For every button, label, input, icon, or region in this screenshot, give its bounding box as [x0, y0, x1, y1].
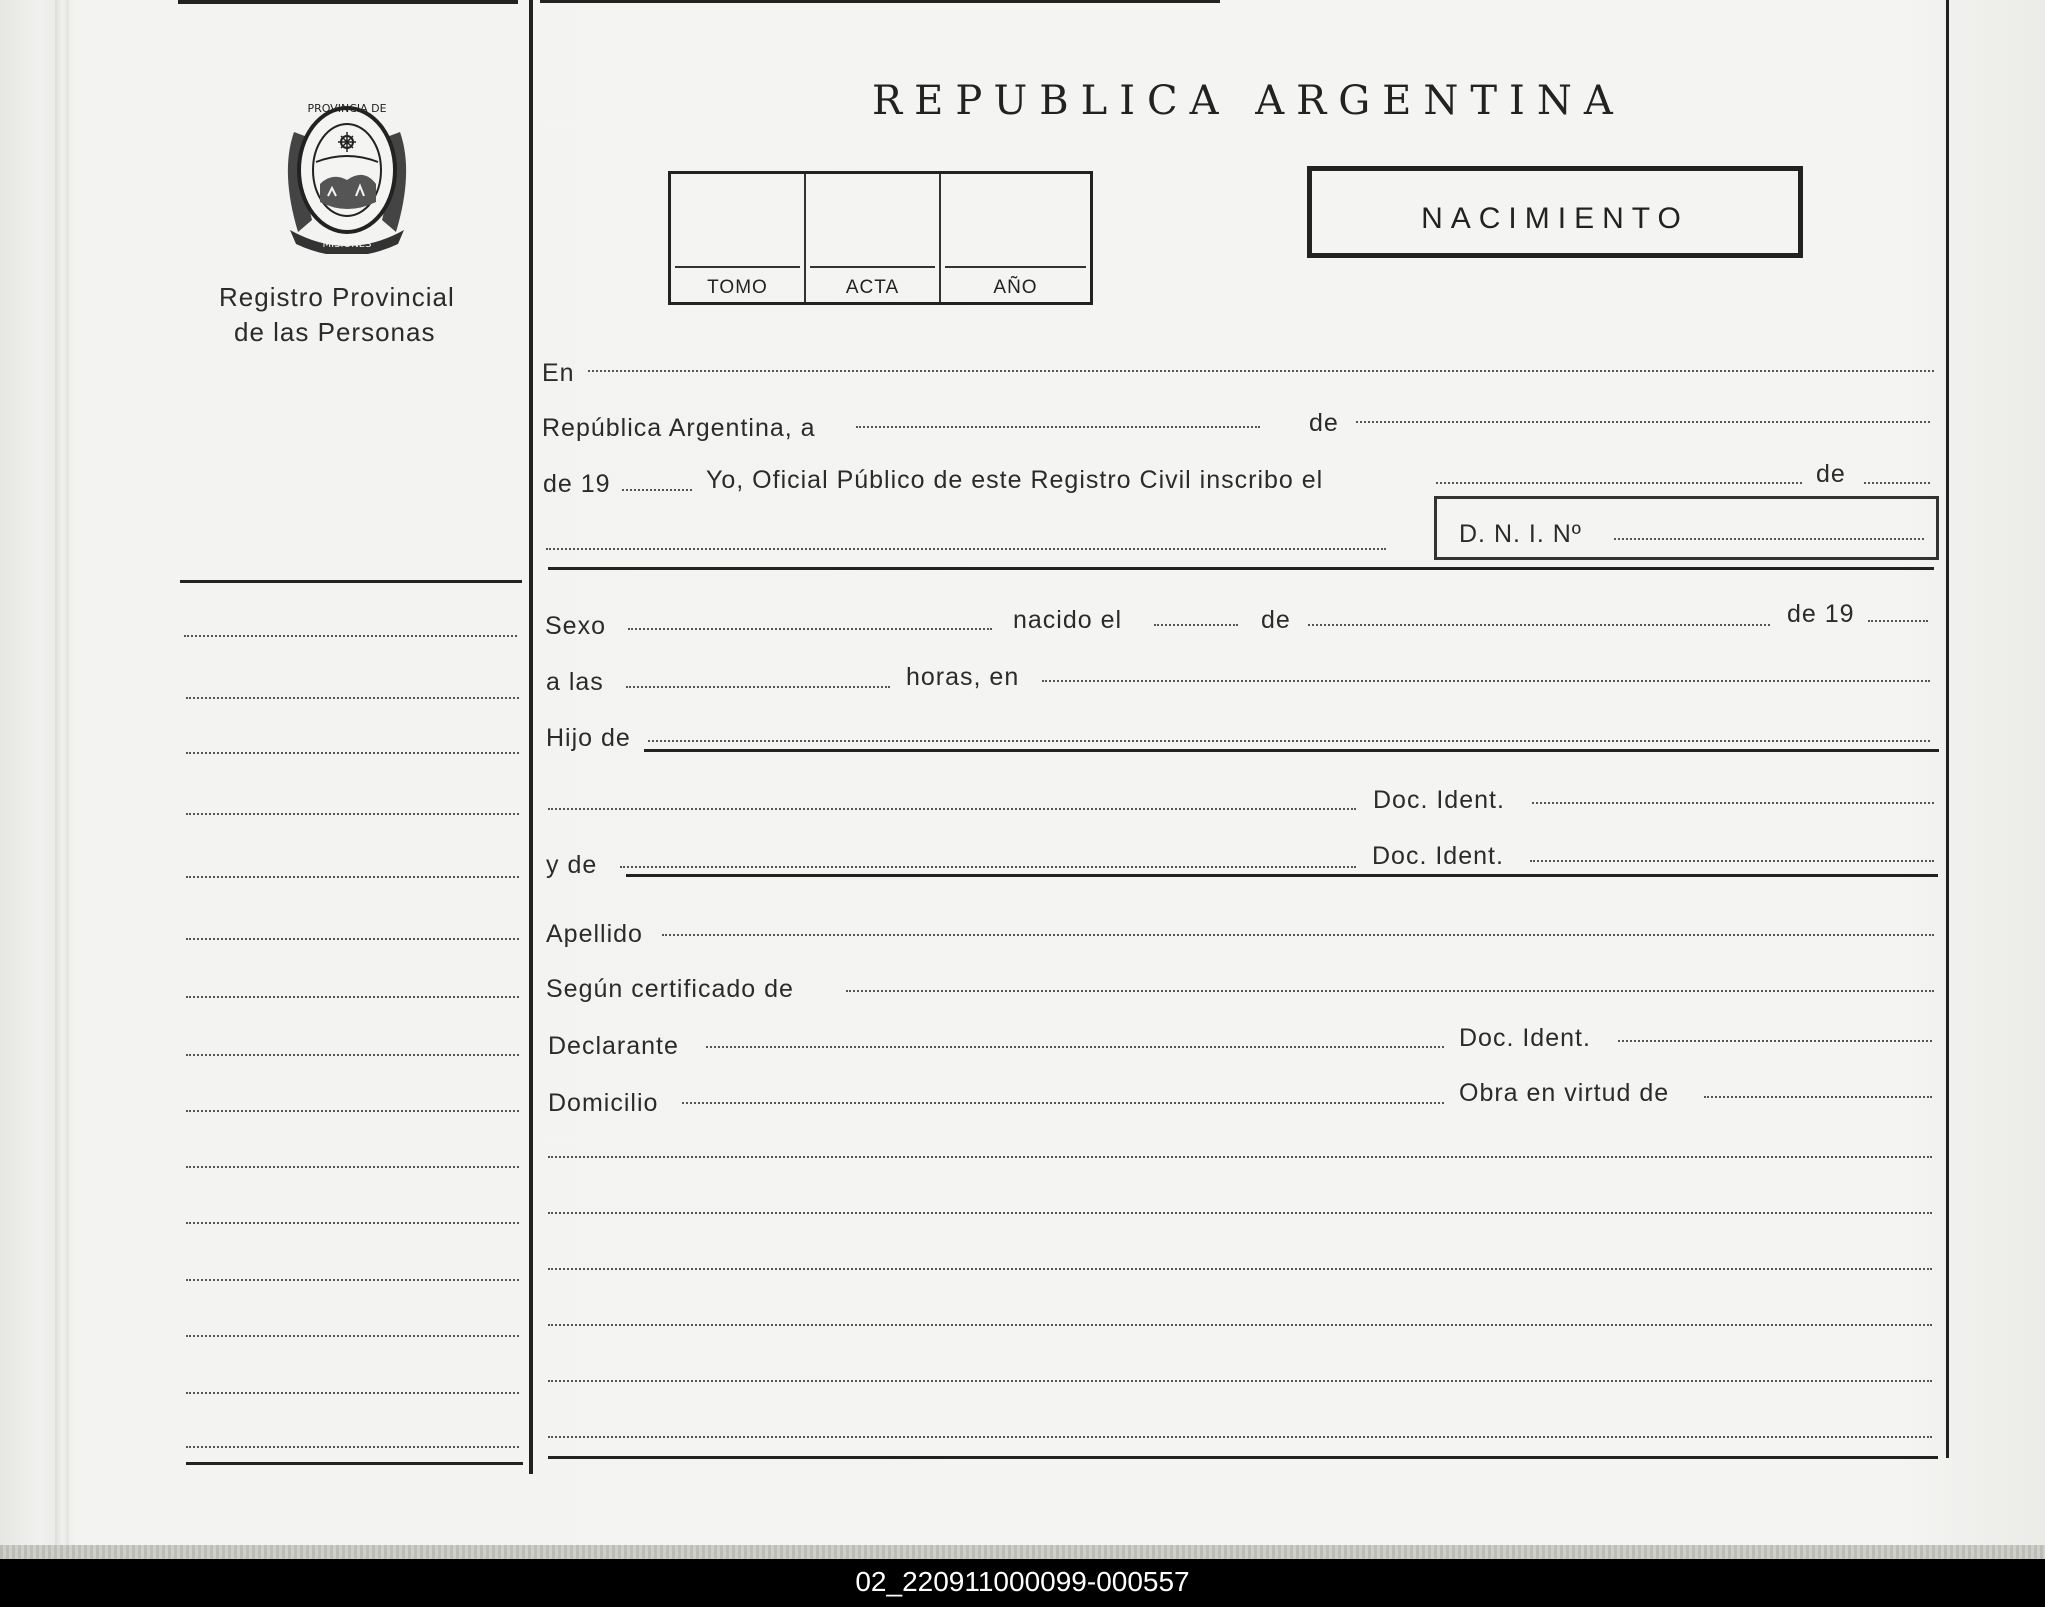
margin-note-line[interactable] [186, 697, 519, 699]
book-spine [55, 0, 69, 1548]
margin-note-line[interactable] [186, 996, 519, 998]
section-separator [548, 567, 1934, 570]
field-birth-year[interactable] [1868, 620, 1928, 622]
anio-cell [941, 174, 1090, 302]
label-domicilio: Domicilio [548, 1089, 659, 1117]
notes-line[interactable] [548, 1212, 1932, 1214]
label-apellido: Apellido [546, 920, 643, 948]
field-father[interactable] [648, 740, 1930, 742]
footer-bar [0, 1559, 2045, 1607]
tomo-cell [671, 174, 806, 302]
field-father-continued[interactable] [548, 808, 1356, 810]
label-doc-ident-1: Doc. Ident. [1373, 786, 1505, 814]
father-rule [644, 749, 1939, 752]
label-obra: Obra en virtud de [1459, 1079, 1670, 1107]
provincial-seal [272, 92, 422, 254]
margin-note-line[interactable] [186, 938, 519, 940]
page-title: REPUBLICA ARGENTINA [872, 78, 1625, 124]
field-inscribo[interactable] [1436, 482, 1802, 484]
document-type-box [1307, 166, 1803, 258]
margin-note-line[interactable] [184, 635, 517, 637]
notes-line[interactable] [548, 1324, 1932, 1326]
margin-note-line[interactable] [186, 1166, 519, 1168]
label-segun: Según certificado de [546, 975, 794, 1003]
tomo-label: TOMO [707, 277, 768, 298]
field-place[interactable] [1042, 680, 1930, 682]
label-a-las: a las [546, 668, 604, 696]
field-year-a[interactable] [622, 489, 692, 491]
field-inscribo-de[interactable] [1864, 482, 1930, 484]
label-horas-en: horas, en [906, 663, 1020, 691]
margin-note-line[interactable] [186, 813, 519, 815]
acta-cell [806, 174, 941, 302]
registry-name-line1: Registro Provincial [219, 282, 455, 312]
field-birth-day[interactable] [1154, 624, 1238, 626]
field-sexo[interactable] [628, 628, 992, 630]
label-doc-ident-3: Doc. Ident. [1459, 1024, 1591, 1052]
label-sexo: Sexo [545, 612, 606, 640]
field-day[interactable] [856, 426, 1260, 428]
margin-note-line[interactable] [186, 752, 519, 754]
book-cover-edge [0, 1545, 2045, 1559]
field-father-doc[interactable] [1532, 802, 1934, 804]
label-en: En [542, 359, 575, 387]
tome-record-box [668, 171, 1093, 305]
field-name-continued[interactable] [546, 548, 1386, 550]
margin-note-line[interactable] [186, 1222, 519, 1224]
left-column-rule [180, 580, 522, 583]
label-y-de: y de [546, 851, 598, 879]
field-declarante-doc[interactable] [1618, 1040, 1932, 1042]
label-nacido-el: nacido el [1013, 606, 1123, 634]
notes-line[interactable] [548, 1436, 1932, 1438]
field-hour[interactable] [626, 686, 890, 688]
seal-top-text: PROVINCIA DE [307, 102, 387, 115]
field-certificado[interactable] [846, 990, 1934, 992]
anio-label: AÑO [993, 277, 1038, 298]
field-month[interactable] [1356, 421, 1930, 423]
field-mother-doc[interactable] [1530, 860, 1934, 862]
seal-bottom-text: MISIONES [322, 239, 372, 250]
label-yo-oficial: Yo, Oficial Público de este Registro Civil inscribo el [706, 466, 1324, 494]
field-apellido[interactable] [662, 934, 1934, 936]
field-en[interactable] [588, 370, 1934, 372]
right-border [1946, 0, 1949, 1458]
label-republica: República Argentina, a [542, 414, 816, 442]
label-doc-ident-2: Doc. Ident. [1372, 842, 1504, 870]
image-id-label: 02_220911000099-000557 [855, 1566, 1190, 1597]
notes-line[interactable] [548, 1380, 1932, 1382]
field-dni[interactable] [1614, 538, 1924, 540]
label-declarante: Declarante [548, 1032, 679, 1060]
margin-note-line[interactable] [186, 1392, 519, 1394]
left-column-separator [529, 0, 533, 1474]
margin-note-line[interactable] [186, 876, 519, 878]
label-de-3: de [1261, 606, 1291, 634]
label-de-1: de [1309, 409, 1339, 437]
label-de-2: de [1816, 460, 1846, 488]
notes-line[interactable] [548, 1268, 1932, 1270]
registry-name-line2: de las Personas [234, 317, 436, 347]
label-de19-b: de 19 [1787, 600, 1855, 628]
label-dni: D. N. I. Nº [1459, 520, 1582, 548]
field-birth-month[interactable] [1308, 624, 1770, 626]
mother-rule [626, 874, 1938, 877]
acta-label: ACTA [845, 277, 900, 298]
field-mother[interactable] [620, 866, 1356, 868]
label-hijo-de: Hijo de [546, 724, 631, 752]
document-type-label: NACIMIENTO [1421, 202, 1689, 235]
margin-note-line[interactable] [186, 1054, 519, 1056]
top-rule-left [178, 0, 518, 4]
top-rule-right [540, 0, 1220, 3]
margin-note-line[interactable] [186, 1446, 519, 1448]
field-obra[interactable] [1704, 1096, 1932, 1098]
margin-note-line[interactable] [186, 1335, 519, 1337]
bottom-rule-left [186, 1462, 523, 1465]
margin-note-line[interactable] [186, 1279, 519, 1281]
field-domicilio[interactable] [682, 1102, 1444, 1104]
bottom-rule-right [548, 1456, 1938, 1459]
field-declarante[interactable] [706, 1046, 1444, 1048]
notes-line[interactable] [548, 1156, 1932, 1158]
label-de19-a: de 19 [543, 470, 611, 498]
margin-note-line[interactable] [186, 1110, 519, 1112]
